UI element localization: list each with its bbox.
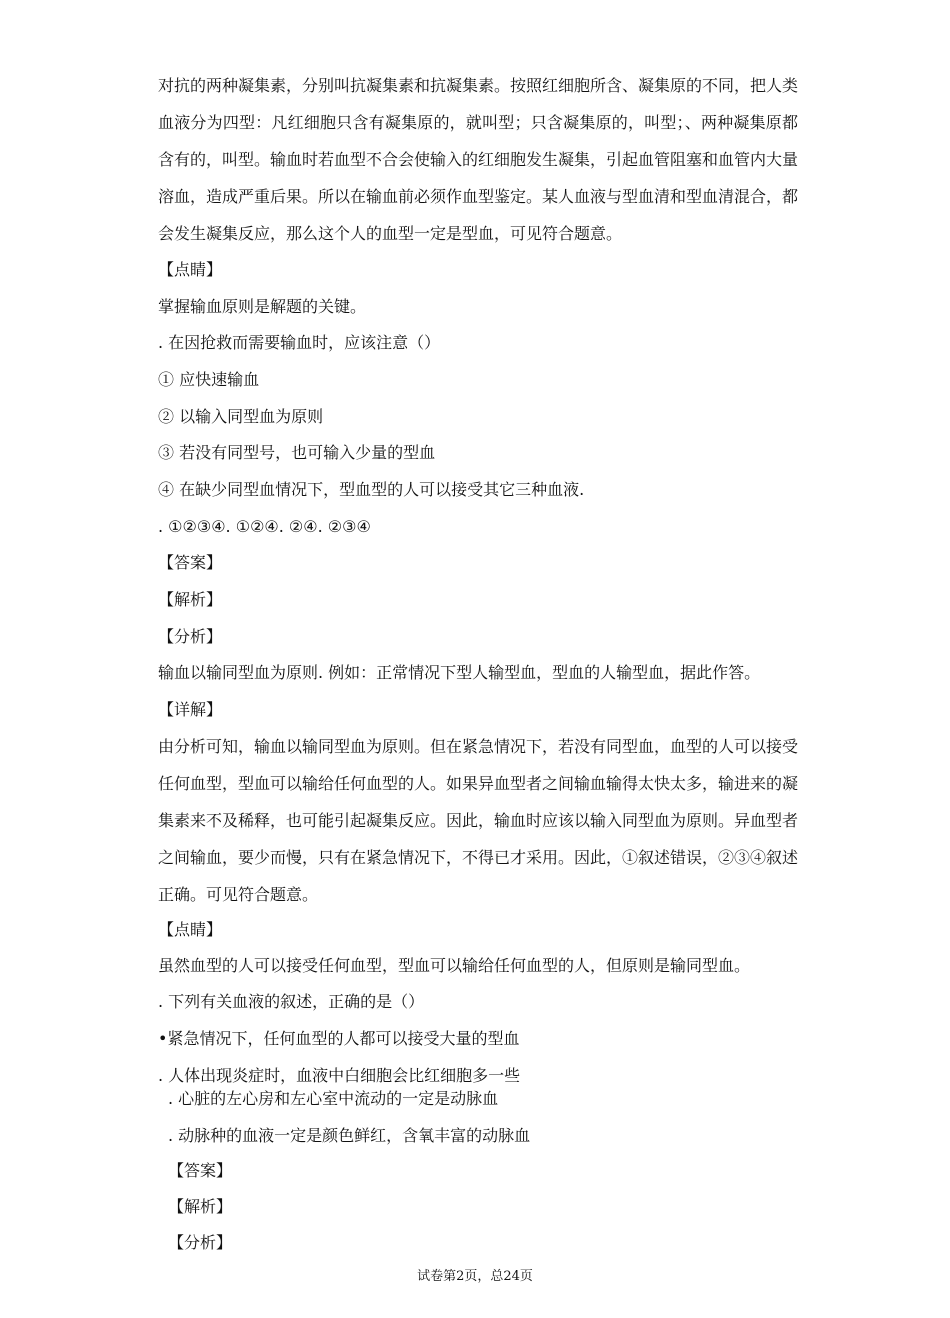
question-2-choices: . ①②③④. ①②④. ②④. ②③④ [158, 517, 371, 536]
dianjing-text: 掌握输血原则是解题的关键。 [158, 297, 367, 316]
detail-heading: 【详解】 [158, 700, 223, 719]
detail-paragraph: 由分析可知，输血以输同型血为原则。但在紧急情况下，若没有同型血，血型的人可以接受任何血型，型血可以输给任何血型的人。如果异血型者之间输血输得太快太多，输进来的凝集素来不及稀释，也可能引起凝集反应。因此，输血时应该以输入同型血为原则。异血型者之间输血，要少而慢，只有在紧急情况下，不得已才采用。因此，①叙述错误，②③④叙述正确。可见符合题意。 [158, 737, 799, 904]
dianjing-heading: 【点睛】 [158, 260, 223, 279]
analysis-heading: 【解析】 [158, 590, 223, 609]
explanation-paragraph: 对抗的两种凝集素，分别叫抗凝集素和抗凝集素。按照红细胞所含、凝集原的不同，把人类血液分为四型：凡红细胞只含有凝集原的，就叫型；只含凝集原的，叫型；、两种凝集原都含有的，叫型。输血时若血型不合会使输入的红细胞发生凝集，引起血管阻塞和血管内大量溶血，造成严重后果。所以在输血前必须作血型鉴定。某人血液与型血清和型血清混合，都会发生凝集反应，那么这个人的血型一定是型血，可见符合题意。 [158, 76, 799, 243]
question-2-option-3: ③ 若没有同型号，也可输入少量的型血 [158, 443, 436, 462]
analysis-heading: 【解析】 [168, 1197, 233, 1216]
question-3-stem: . 下列有关血液的叙述，正确的是（） [158, 992, 425, 1011]
dianjing-heading: 【点睛】 [158, 920, 223, 939]
question-3-option-b: . 人体出现炎症时，血液中白细胞会比红细胞多一些 [158, 1066, 521, 1085]
question-2-option-1: ① 应快速输血 [158, 370, 260, 389]
question-3-option-a: •紧急情况下，任何血型的人都可以接受大量的型血 [158, 1029, 520, 1048]
question-2-stem: . 在因抢救而需要输血时，应该注意（） [158, 333, 441, 352]
question-2-option-4: ④ 在缺少同型血情况下，型血型的人可以接受其它三种血液. [158, 480, 585, 499]
fenxi-heading: 【分析】 [168, 1233, 233, 1252]
dianjing-text: 虽然血型的人可以接受任何血型，型血可以输给任何血型的人，但原则是输同型血。 [158, 956, 751, 975]
answer-heading: 【答案】 [158, 553, 223, 572]
fenxi-heading: 【分析】 [158, 627, 223, 646]
question-3-option-d: . 动脉种的血液一定是颜色鲜红，含氧丰富的动脉血 [168, 1126, 531, 1145]
answer-heading: 【答案】 [168, 1161, 233, 1180]
fenxi-text: 输血以输同型血为原则. 例如：正常情况下型人输型血，型血的人输型血，据此作答。 [158, 663, 761, 682]
page-footer: 试卷第2页，总24页 [417, 1269, 533, 1284]
question-3-option-c: . 心脏的左心房和左心室中流动的一定是动脉血 [168, 1089, 499, 1108]
question-2-option-2: ② 以输入同型血为原则 [158, 407, 324, 426]
